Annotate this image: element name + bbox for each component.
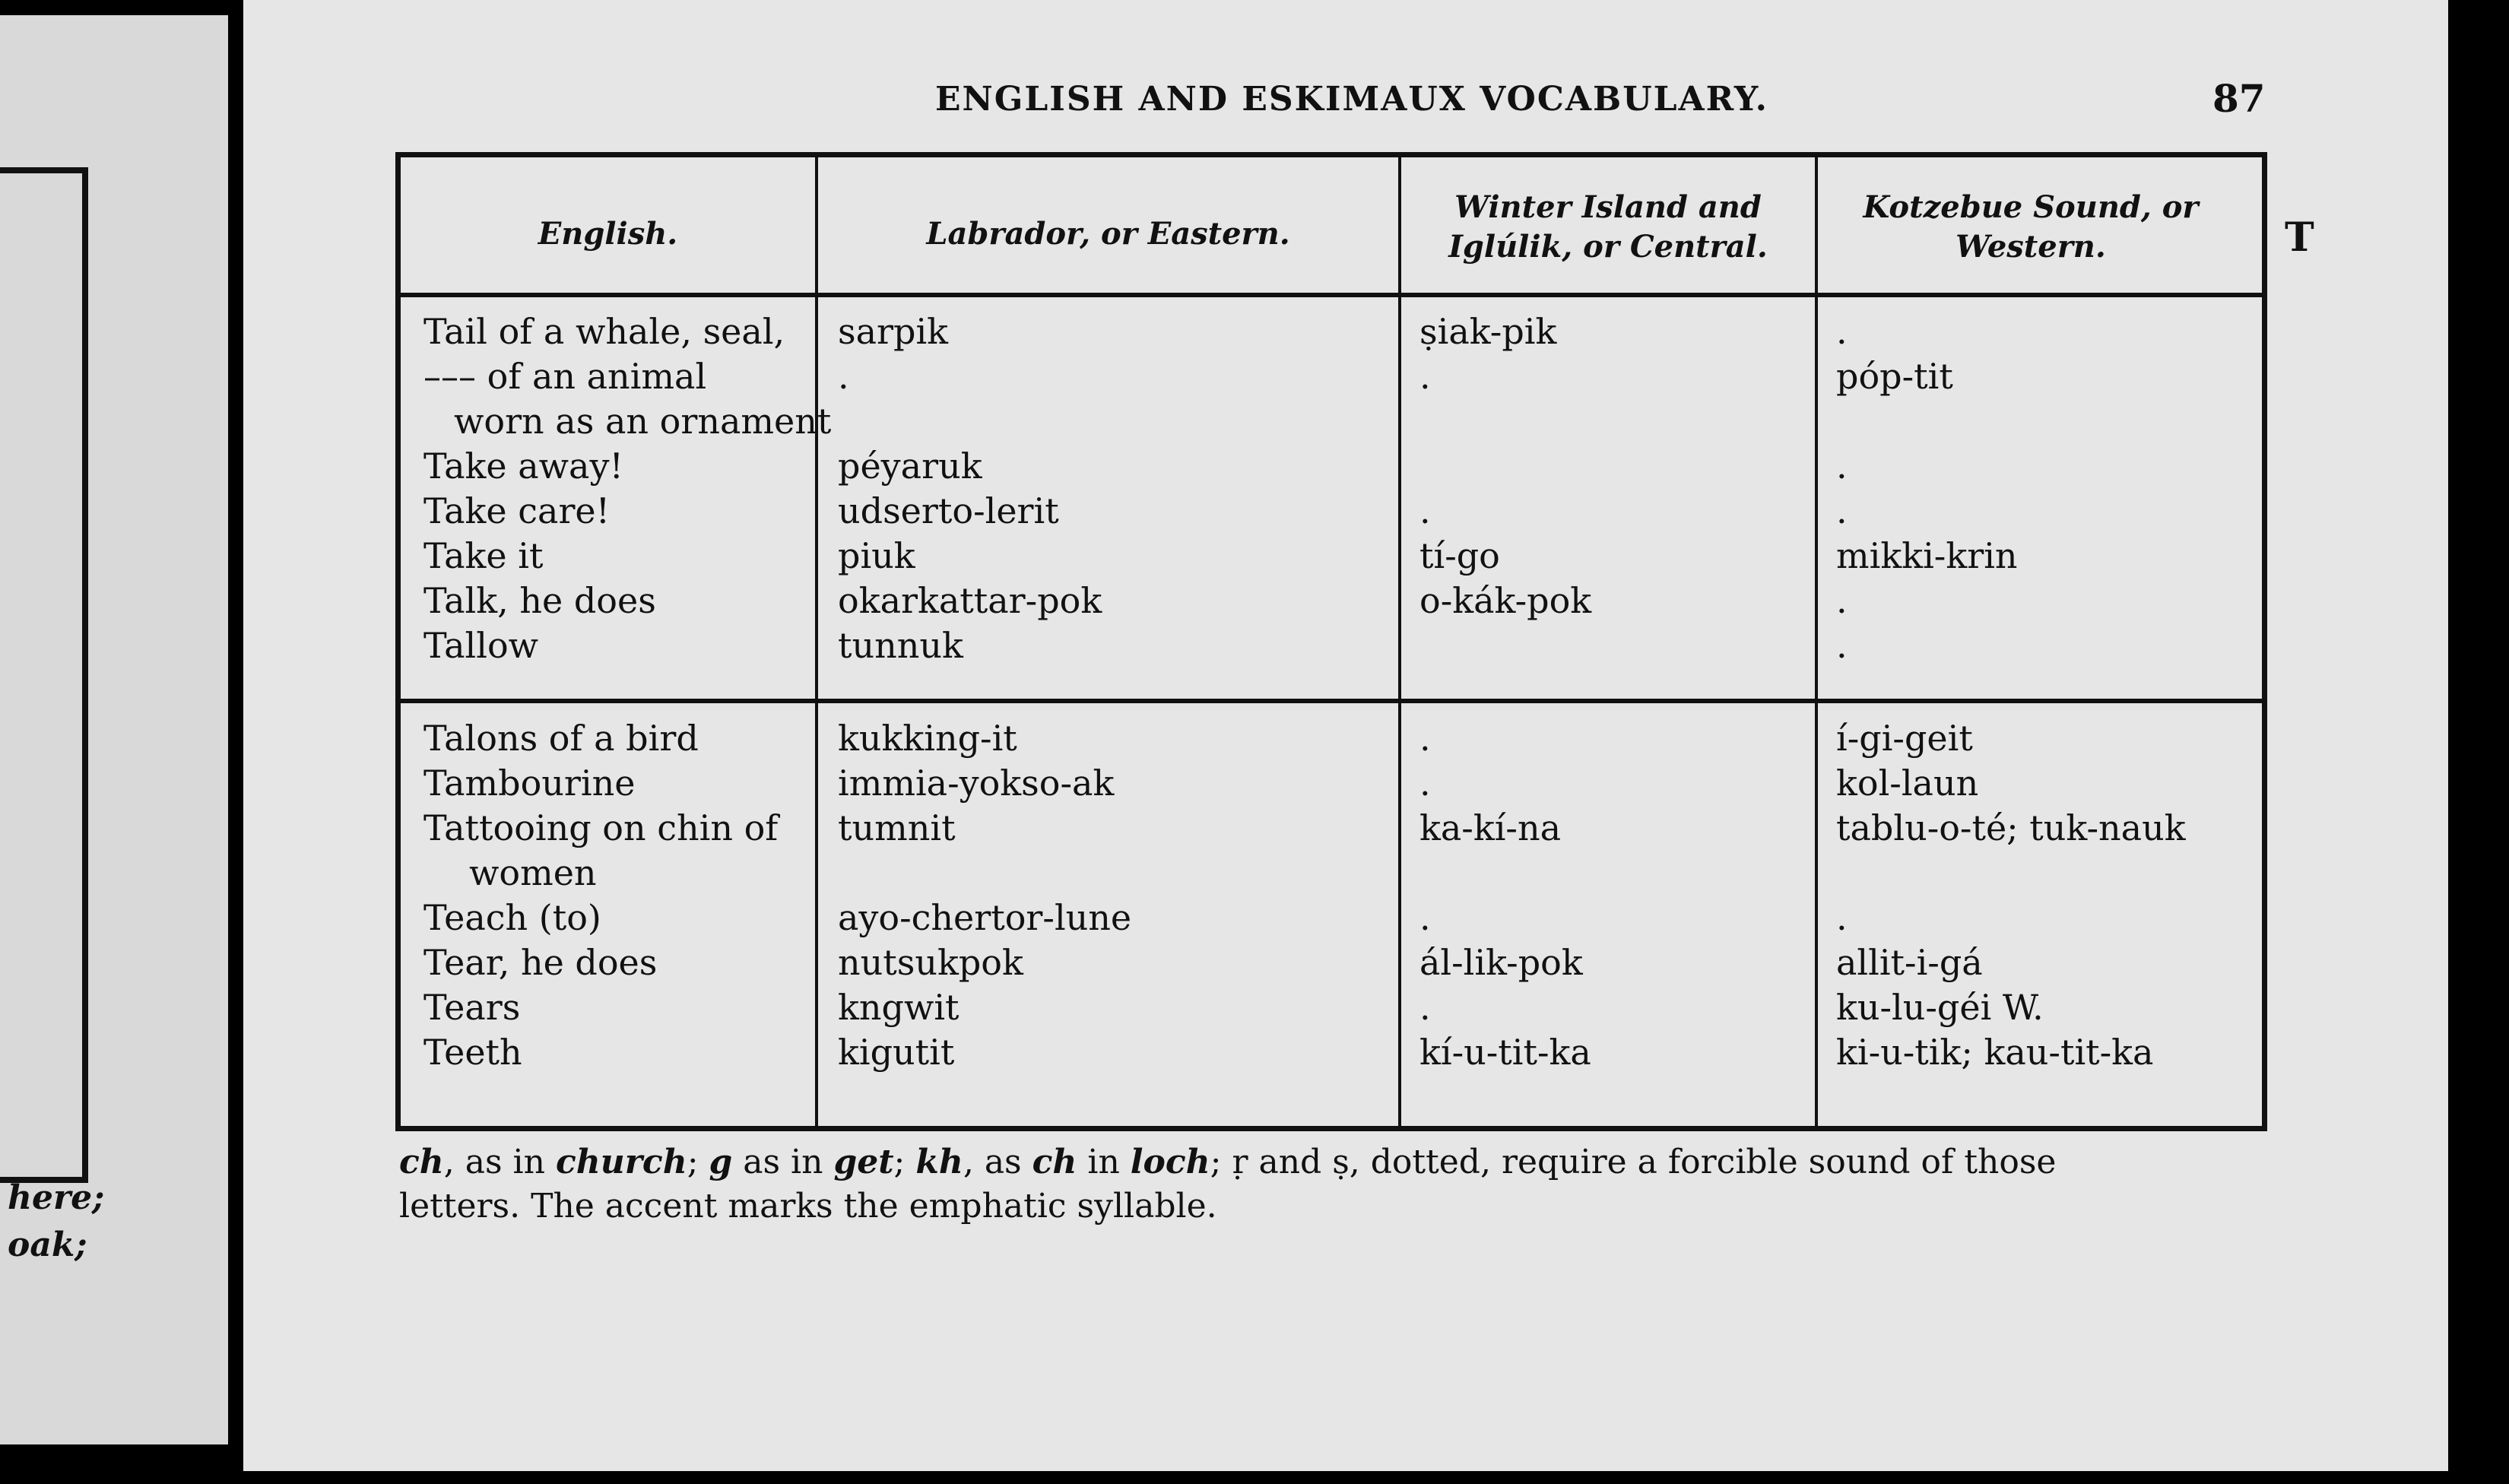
book-page bbox=[243, 0, 2448, 1471]
cell-kotzebue: . bbox=[1836, 311, 1848, 352]
column-rule bbox=[1398, 157, 1401, 1126]
cell-winter-island: kí-u-tit-ka bbox=[1419, 1032, 1591, 1073]
cell-labrador: kigutit bbox=[838, 1032, 955, 1073]
cell-english: Tear, he does bbox=[423, 942, 658, 983]
cell-english: Tears bbox=[423, 987, 521, 1028]
cell-english: Tail of a whale, seal, bbox=[423, 311, 785, 352]
cell-english: Take it bbox=[423, 535, 544, 576]
cell-kotzebue: tablu-o-té; tuk-nauk bbox=[1836, 807, 2186, 848]
header-english: English. bbox=[538, 216, 678, 252]
cell-kotzebue: . bbox=[1836, 580, 1848, 621]
cell-english: Teeth bbox=[423, 1032, 522, 1073]
cell-english: ––– of an animal bbox=[423, 356, 707, 397]
cell-kotzebue: allit-i-gá bbox=[1836, 942, 1983, 983]
left-page-table-edge bbox=[0, 167, 88, 1183]
column-rule bbox=[1815, 157, 1818, 1126]
header-kotzebue: Kotzebue Sound, or Western. bbox=[1863, 189, 2199, 265]
left-page-fragment: oak; bbox=[8, 1226, 87, 1264]
cell-english: worn as an ornament bbox=[454, 401, 832, 442]
cell-kotzebue: . bbox=[1836, 490, 1848, 531]
cell-kotzebue: kol-laun bbox=[1836, 763, 1979, 804]
vocabulary-table bbox=[395, 152, 2267, 1131]
cell-kotzebue: . bbox=[1836, 625, 1848, 666]
header-rule bbox=[401, 293, 2262, 297]
left-page-fragment: here; bbox=[8, 1178, 105, 1217]
cell-labrador: kukking-it bbox=[838, 718, 1017, 759]
footnote bbox=[399, 1140, 2254, 1229]
left-page-edge bbox=[0, 15, 228, 1444]
cell-winter-island: ka-kí-na bbox=[1419, 807, 1562, 848]
cell-labrador: sarpik bbox=[838, 311, 949, 352]
header-winter-island: Winter Island and Iglúlik, or Central. bbox=[1448, 189, 1768, 265]
column-rule bbox=[815, 157, 818, 1126]
cell-labrador: . bbox=[838, 356, 849, 397]
cell-kotzebue: ki-u-tik; kau-tit-ka bbox=[1836, 1032, 2154, 1073]
cell-labrador: immia-yokso-ak bbox=[838, 763, 1115, 804]
cell-kotzebue: mikki-krin bbox=[1836, 535, 2018, 576]
cell-english: women bbox=[469, 852, 597, 893]
cell-english: Teach (to) bbox=[423, 897, 601, 938]
cell-winter-island: . bbox=[1419, 763, 1431, 804]
running-head: ENGLISH AND ESKIMAUX VOCABULARY. bbox=[935, 80, 1768, 119]
page-number: 87 bbox=[2212, 76, 2266, 121]
cell-labrador: tunnuk bbox=[838, 625, 963, 666]
cell-english: Tallow bbox=[423, 625, 539, 666]
cell-winter-island: . bbox=[1419, 490, 1431, 531]
cell-winter-island: ṣiak-pik bbox=[1419, 311, 1557, 352]
cell-winter-island: ál-lik-pok bbox=[1419, 942, 1583, 983]
cell-winter-island: . bbox=[1419, 718, 1431, 759]
cell-english: Take away! bbox=[423, 446, 623, 487]
cell-labrador: udserto-lerit bbox=[838, 490, 1059, 531]
cell-labrador: kngwit bbox=[838, 987, 960, 1028]
header-labrador: Labrador, or Eastern. bbox=[926, 216, 1290, 252]
cell-winter-island: o-kák-pok bbox=[1419, 580, 1592, 621]
cell-english: Tambourine bbox=[423, 763, 636, 804]
cell-winter-island: . bbox=[1419, 356, 1431, 397]
cell-labrador: nutsukpok bbox=[838, 942, 1023, 983]
group-rule bbox=[401, 699, 2262, 703]
cell-labrador: ayo-chertor-lune bbox=[838, 897, 1132, 938]
cell-kotzebue: . bbox=[1836, 897, 1848, 938]
margin-letter: T bbox=[2285, 214, 2314, 261]
cell-english: Take care! bbox=[423, 490, 611, 531]
footnote-line-1: ch, as in church; g as in get; kh, as ch in loch; ṛ and ṣ, dotted, require a forcible sound of those bbox=[399, 1143, 2057, 1181]
cell-english: Talons of a bird bbox=[423, 718, 699, 759]
cell-winter-island: . bbox=[1419, 987, 1431, 1028]
cell-labrador: piuk bbox=[838, 535, 915, 576]
cell-labrador: péyaruk bbox=[838, 446, 982, 487]
footnote-line-2: letters. The accent marks the emphatic syllable. bbox=[399, 1187, 1217, 1226]
cell-labrador: tumnit bbox=[838, 807, 956, 848]
cell-kotzebue: í-gi-geit bbox=[1836, 718, 1973, 759]
cell-winter-island: . bbox=[1419, 897, 1431, 938]
cell-english: Talk, he does bbox=[423, 580, 656, 621]
cell-labrador: okarkattar-pok bbox=[838, 580, 1102, 621]
cell-kotzebue: póp-tit bbox=[1836, 356, 1953, 397]
cell-english: Tattooing on chin of bbox=[423, 807, 779, 848]
cell-winter-island: tí-go bbox=[1419, 535, 1500, 576]
cell-kotzebue: ku-lu-géi W. bbox=[1836, 987, 2044, 1028]
cell-kotzebue: . bbox=[1836, 446, 1848, 487]
